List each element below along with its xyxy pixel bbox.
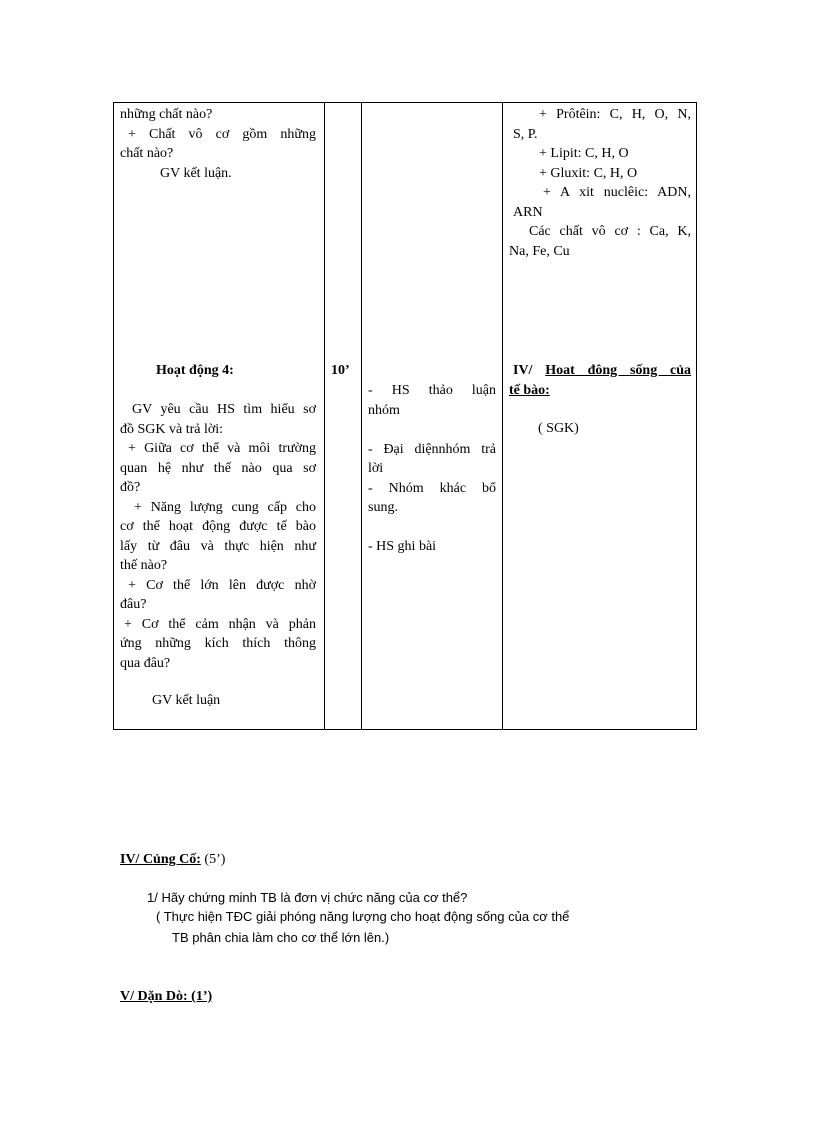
text-line: - HS ghi bài [368, 539, 437, 554]
text-line: chất nào? [120, 146, 174, 161]
spacer [368, 420, 496, 440]
heading-line [509, 361, 691, 381]
text-line: - Đại diệnnhóm trả [368, 441, 496, 457]
text-line: - HS thảo luận [368, 383, 496, 398]
text-line: + Gluxit: C, H, O [539, 165, 638, 181]
consolidation-title: IV/ Củng Cố: [120, 852, 201, 867]
text-line: GV kết luận. [160, 165, 232, 181]
consolidation-question: 1/ Hãy chứng minh TB là đơn vị chức năng của cơ thể? [147, 890, 468, 905]
text-line: sung. [368, 500, 398, 515]
text-line: GV yêu cầu HS tìm hiểu sơ [132, 402, 316, 417]
text-line: + Cơ thể lớn lên được nhờ [128, 577, 316, 593]
consolidation-time: (5’) [204, 852, 226, 867]
row1-content [509, 105, 691, 261]
text-line: + Prôtêin: C, H, O, N, [539, 107, 691, 122]
text-line: đồ? [120, 480, 141, 495]
consolidation-answer-line1: ( Thực hiện TĐC giải phóng năng lượng cho hoạt động sống của cơ thể [156, 909, 570, 924]
column-divider [324, 103, 325, 729]
homework-heading: V/ Dặn Dò: (1’) [120, 989, 213, 1004]
text-line: + Chất vô cơ gồm những [128, 126, 316, 142]
spacer [368, 518, 496, 538]
heading-prefix: IV/ [513, 363, 533, 378]
text-line: S, P. [513, 126, 538, 142]
text-line: ứng những kích thích thông [120, 636, 316, 651]
activity-title: Hoạt động 4: [156, 363, 234, 378]
row2-content-heading [509, 361, 691, 400]
row2-student-activity [368, 381, 496, 557]
text-line: lời [368, 461, 384, 476]
column-divider [502, 103, 503, 729]
heading-text: Hoat đông sống của [545, 363, 691, 378]
text-line: + A xit nuclêic: ADN, [543, 185, 691, 200]
text-line: + Năng lượng cung cấp cho [134, 499, 316, 515]
text-line: + Giữa cơ thể và môi trường [128, 441, 316, 456]
lesson-table [113, 102, 697, 730]
teacher-conclusion: GV kết luận [152, 693, 221, 708]
row2-content-note: ( SGK) [538, 421, 579, 436]
text-line: - Nhóm khác bổ [368, 480, 496, 496]
text-line: qua đâu? [120, 655, 171, 671]
row1-teacher-activity [120, 105, 316, 183]
consolidation-answer-line2: TB phân chia làm cho cơ thể lớn lên.) [172, 930, 390, 945]
text-line: lấy từ đâu và thực hiện như [120, 538, 316, 554]
text-line: + Lipit: C, H, O [539, 146, 629, 161]
text-line: Na, Fe, Cu [509, 243, 570, 259]
text-line: những chất nào? [120, 107, 213, 122]
text-line: nhóm [368, 402, 400, 418]
column-divider [361, 103, 362, 729]
text-line: thế nào? [120, 558, 168, 573]
text-line: đồ SGK và trả lời: [120, 421, 224, 437]
activity-time: 10’ [331, 363, 350, 378]
text-line: quan hệ như thế nào qua sơ [120, 460, 316, 476]
heading-line: tế bào: [509, 382, 550, 398]
text-line: Các chất vô cơ : Ca, K, [529, 224, 691, 239]
text-line: ARN [513, 204, 543, 220]
text-line: + Cơ thể cảm nhận và phản [124, 616, 316, 632]
row2-teacher-activity [120, 400, 316, 673]
text-line: đâu? [120, 597, 147, 612]
text-line: cơ thể hoạt động được tế bào [120, 519, 316, 534]
consolidation-heading [120, 850, 225, 869]
